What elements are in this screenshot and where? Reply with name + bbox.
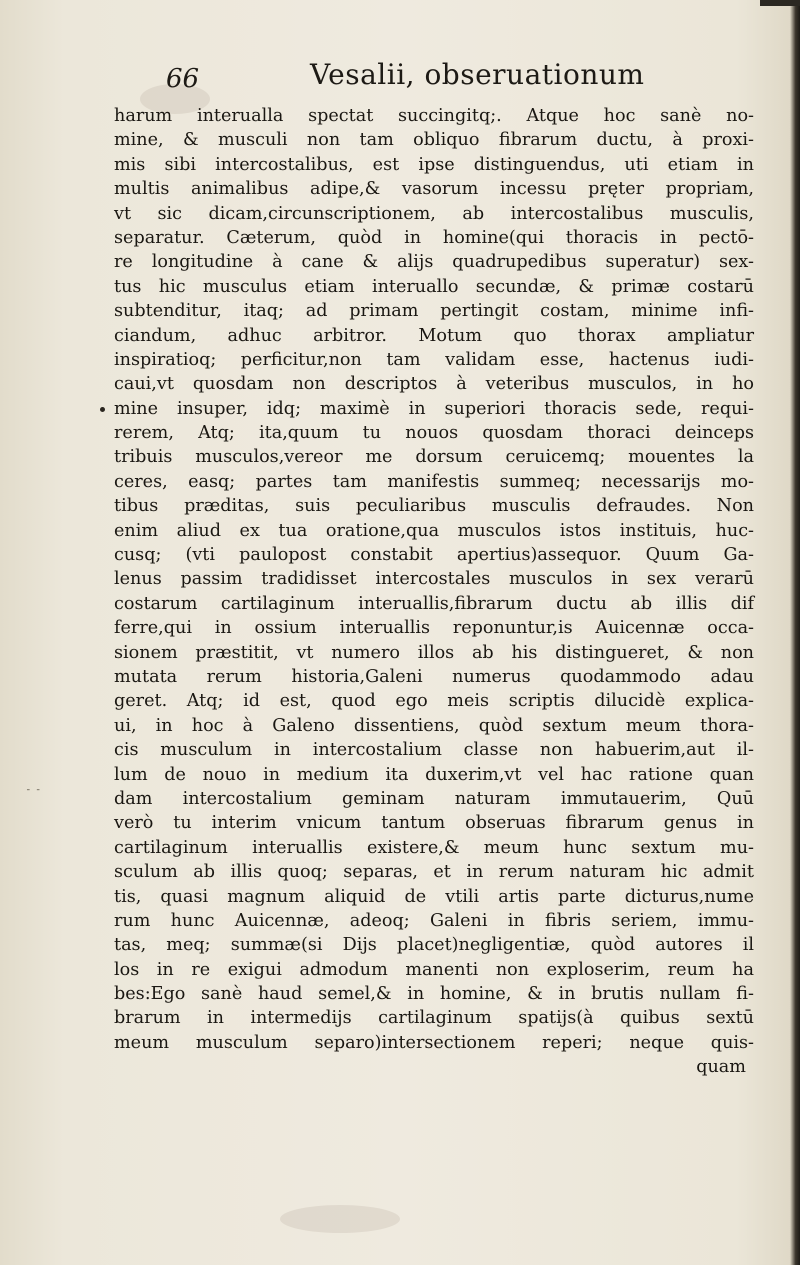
page-number: 66 (166, 64, 200, 94)
text-line: enim aliud ex tua oratione,qua musculos istos instituis, huc- (114, 520, 754, 541)
text-line: vt sic dicam,circunscriptionem, ab intercostalibus musculis, (114, 203, 754, 224)
text-line: mis sibi intercostalibus, est ipse distinguendus, uti etiam in (114, 154, 754, 175)
text-line: tibus præditas, suis peculiaribus musculis defraudes. Non (114, 496, 754, 517)
body-text (114, 104, 754, 1080)
text-line: cusq; (vti paulopost constabit apertius)assequor. Quum Ga- (114, 545, 754, 566)
text-line: ciandum, adhuc arbitror. Motum quo thorax ampliatur (114, 325, 754, 346)
text-line: meum musculum separo)intersectionem reperi; neque quis- (114, 1032, 754, 1053)
text-line: cis musculum in intercostalium classe non habuerim,aut il- (114, 740, 754, 761)
margin-mark-dot (100, 407, 105, 412)
text-line: ui, in hoc à Galeno dissentiens, quòd sextum meum thora- (114, 715, 754, 736)
text-line: brarum in intermedijs cartilaginum spatijs(à quibus sextū (114, 1008, 754, 1029)
text-line: rerem, Atq; ita,quum tu nouos quosdam thoraci deinceps (114, 423, 754, 444)
text-line: mine insuper, idq; maximè in superiori thoracis sede, requi- (114, 398, 754, 419)
text-line: inspiratioq; perficitur,non tam validam esse, hactenus iudi- (114, 349, 754, 370)
text-line: tribuis musculos,vereor me dorsum ceruicemq; mouentes la (114, 447, 754, 468)
text-line: rum hunc Auicennæ, adeoq; Galeni in fibris seriem, immu- (114, 910, 754, 931)
text-line: re longitudine à cane & alijs quadrupedibus superatur) sex- (114, 252, 754, 273)
text-line: multis animalibus adipe,& vasorum incessu pręter propriam, (114, 179, 754, 200)
text-line: mine, & musculi non tam obliquo fibrarum ductu, à proxi- (114, 130, 754, 151)
paper-stain (280, 1205, 400, 1233)
text-line: harum interualla spectat succingitq;. Atque hoc sanè no- (114, 106, 754, 126)
text-line: lum de nouo in medium ita duxerim,vt vel hac ratione quan (114, 764, 754, 785)
catchword: quam (696, 1057, 746, 1078)
text-line: geret. Atq; id est, quod ego meis scriptis dilucidè explica- (114, 691, 754, 712)
text-line: cartilaginum interuallis existere,& meum hunc sextum mu- (114, 837, 754, 858)
running-head: Vesalii, obseruationum (310, 58, 645, 91)
text-line: sionem præstitit, vt numero illos ab his distingueret, & non (114, 642, 754, 663)
text-line: sculum ab illis quoq; separas, et in rerum naturam hic admit (114, 862, 754, 883)
text-line: costarum cartilaginum interuallis,fibrarum ductu ab illis dif (114, 593, 754, 614)
page-header (160, 56, 720, 96)
text-line: ceres, easq; partes tam manifestis summeq; necessarijs mo- (114, 471, 754, 492)
page-edge-shadow (790, 0, 800, 1265)
text-line: tus hic musculus etiam interuallo secundæ, & primæ costarū (114, 276, 754, 297)
text-line: tis, quasi magnum aliquid de vtili artis parte dicturus,nume (114, 886, 754, 907)
text-line: caui,vt quosdam non descriptos à veteribus musculos, in ho (114, 374, 754, 395)
text-line: tas, meq; summæ(si Dijs placet)negligentiæ, quòd autores il (114, 935, 754, 956)
text-line: mutata rerum historia,Galeni numerus quodammodo adau (114, 666, 754, 687)
text-line: dam intercostalium geminam naturam immutauerim, Quū (114, 788, 754, 809)
text-line: bes:Ego sanè haud semel,& in homine, & in brutis nullam fi- (114, 984, 754, 1005)
text-line: subtenditur, itaq; ad primam pertingit costam, minime infi- (114, 301, 754, 322)
text-line: ferre,qui in ossium interuallis reponuntur,is Auicennæ occa- (114, 618, 754, 639)
text-line: lenus passim tradidisset intercostales musculos in sex verarū (114, 569, 754, 590)
text-line: verò tu interim vnicum tantum obseruas fibrarum genus in (114, 813, 754, 834)
text-line: los in re exigui admodum manenti non exploserim, reum ha (114, 959, 754, 980)
margin-mark: ⁃ ⁃ (26, 786, 41, 796)
text-line: separatur. Cæterum, quòd in homine(qui thoracis in pectō- (114, 227, 754, 248)
page-corner-shadow (760, 0, 800, 6)
